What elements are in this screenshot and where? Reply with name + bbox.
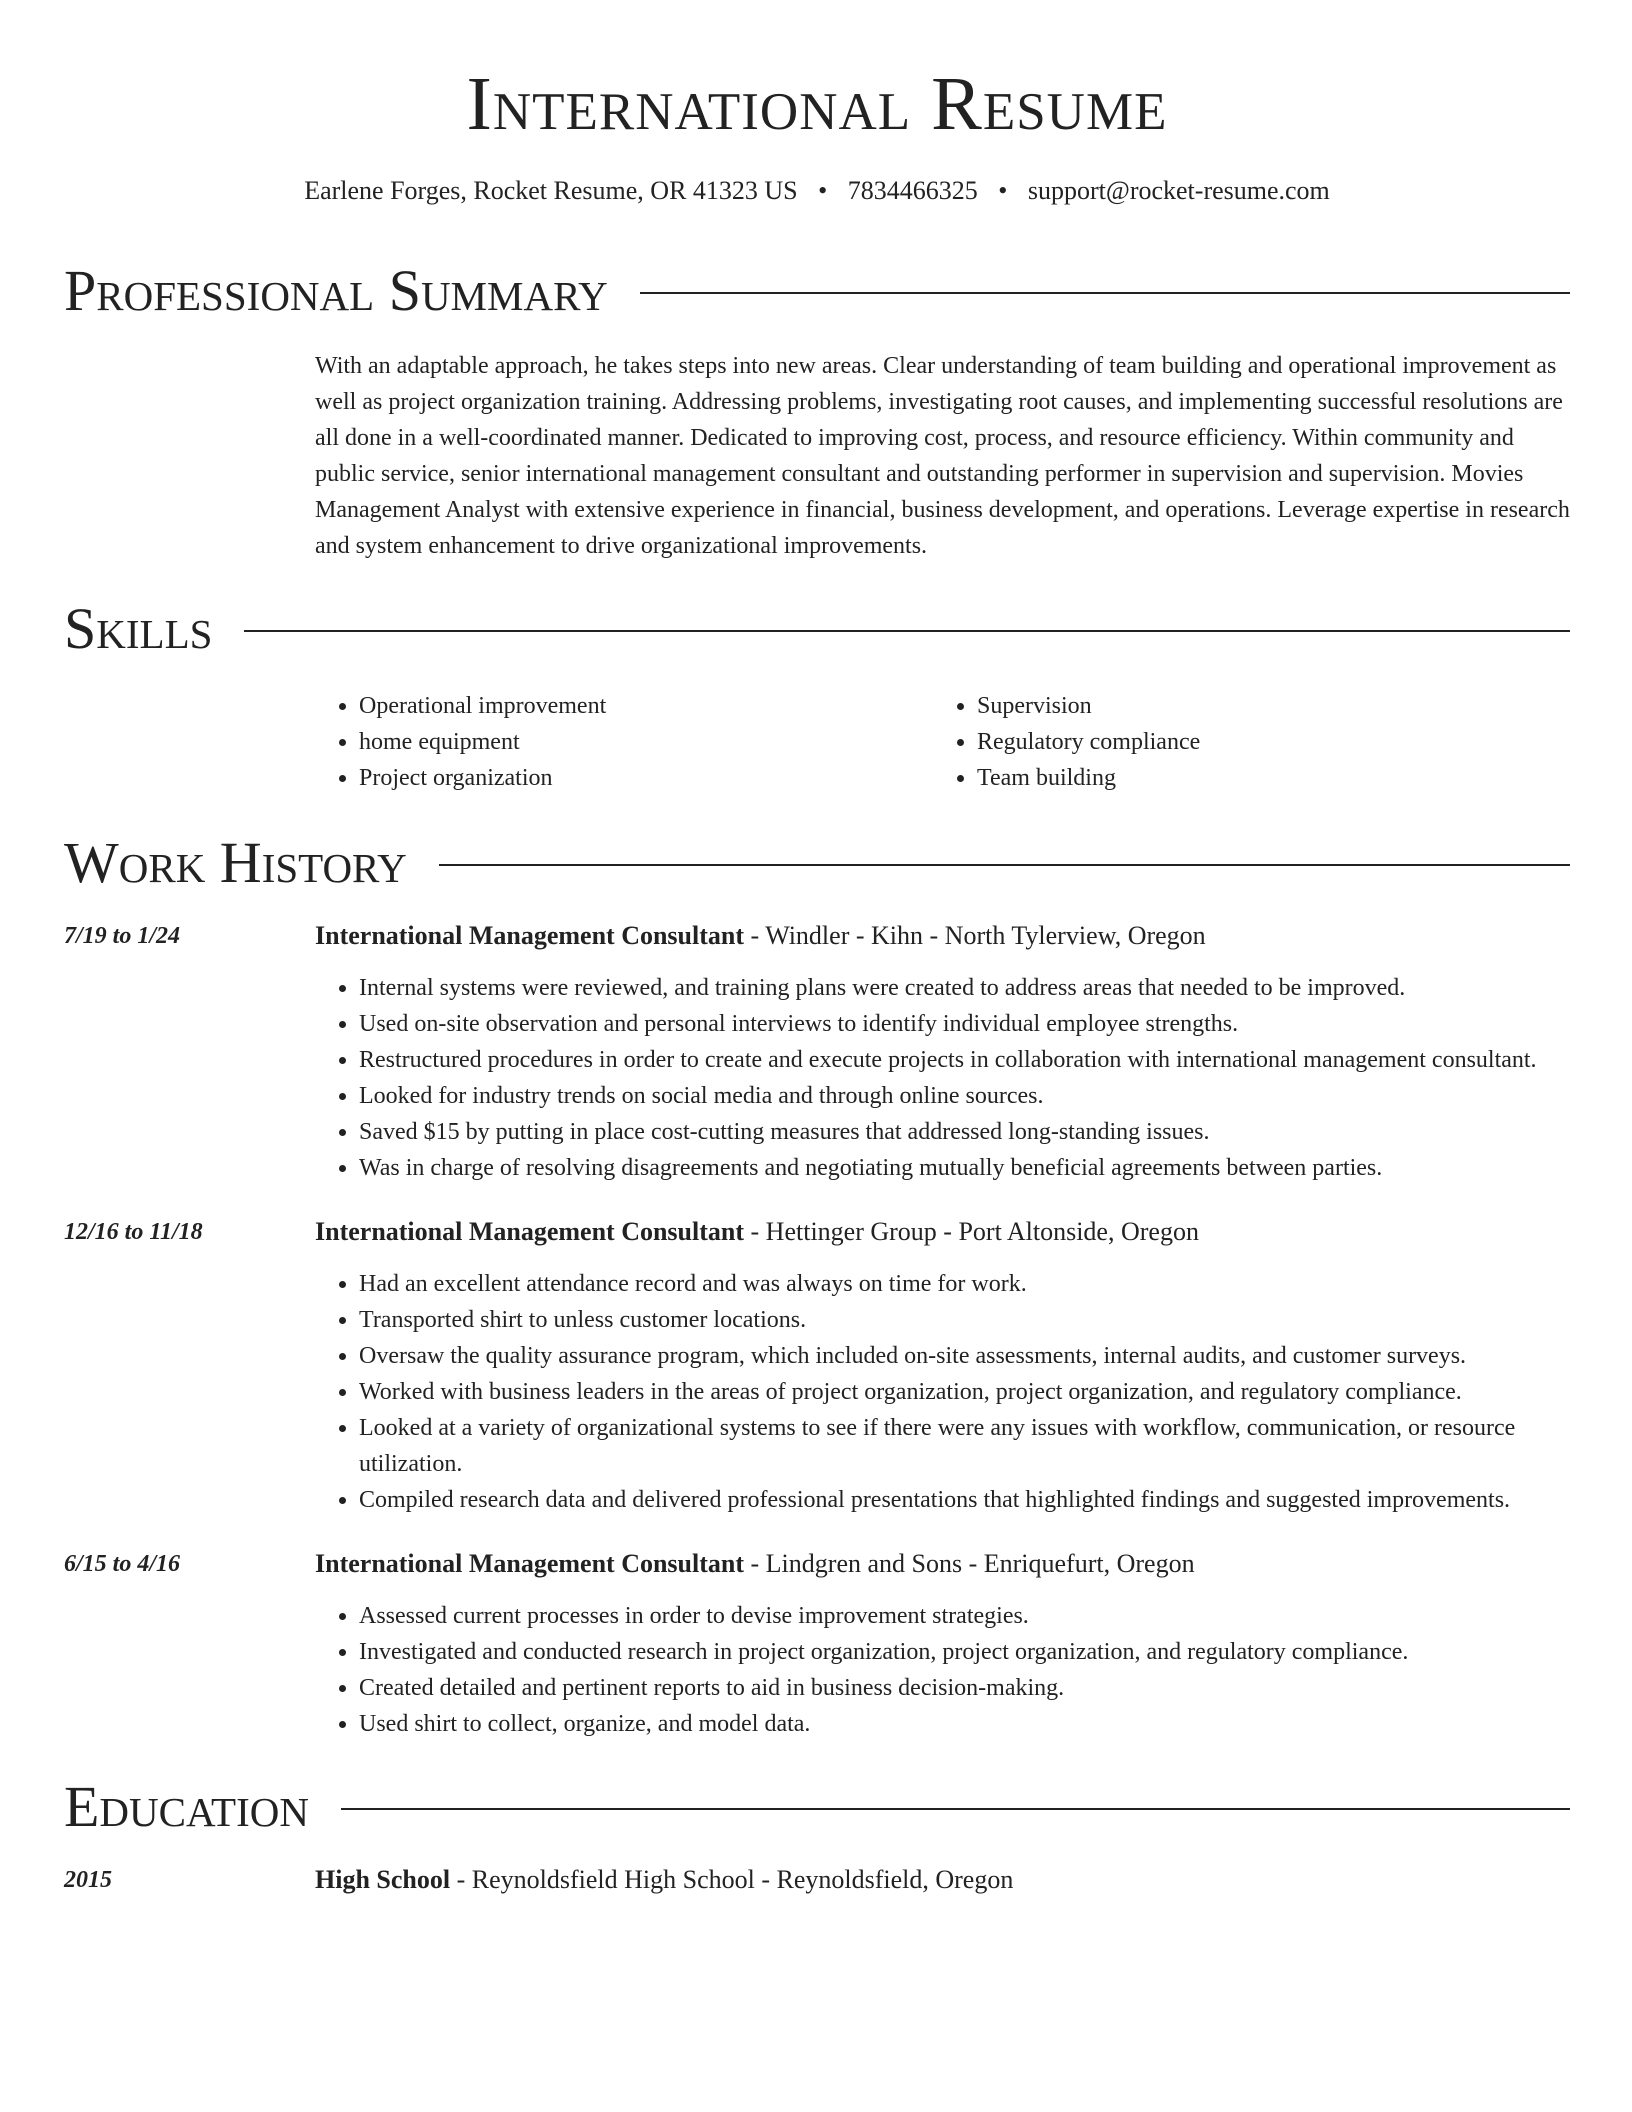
job-title: International Management Consultant	[315, 1217, 745, 1246]
contact-separator: •	[818, 176, 828, 205]
job-bullet: • Looked at a variety of organizational systems to see if there were any issues with workflow, communication, or resource utilization.	[359, 1410, 1570, 1482]
skill-item: • Project organization	[359, 760, 933, 796]
job-dates: 12/16 to 11/18	[64, 1219, 203, 1245]
skills-heading-text: Skills	[64, 596, 213, 661]
job-content	[315, 1214, 1570, 1518]
job-bullet: • Worked with business leaders in the areas of project organization, project organization, and regulatory compliance.	[359, 1374, 1570, 1410]
job-employer: - Windler - Kihn - North Tylerview, Oregon	[744, 921, 1206, 950]
job-title: International Management Consultant	[315, 1549, 745, 1578]
job-bullet: • Internal systems were reviewed, and training plans were created to address areas that needed to be improved.	[359, 970, 1570, 1006]
job-bullet: • Looked for industry trends on social media and through online sources.	[359, 1078, 1570, 1114]
resume-name: International Resume	[466, 62, 1168, 146]
job-bullet: • Was in charge of resolving disagreements and negotiating mutually beneficial agreements between parties.	[359, 1150, 1570, 1186]
skills-list	[315, 688, 1570, 796]
skill-item: • Supervision	[977, 688, 1551, 724]
job-bullet: • Created detailed and pertinent reports to aid in business decision-making.	[359, 1670, 1570, 1706]
skill-item: • home equipment	[359, 724, 933, 760]
job-bullet: • Assessed current processes in order to devise improvement strategies.	[359, 1598, 1570, 1634]
job-bullet: • Transported shirt to unless customer locations.	[359, 1302, 1570, 1338]
education-degree: High School	[315, 1865, 451, 1894]
job-bullet: • Used on-site observation and personal interviews to identify individual employee strengths.	[359, 1006, 1570, 1042]
job-title-line	[315, 1546, 1570, 1582]
job-entry	[64, 1546, 1570, 1742]
job-bullet: • Saved $15 by putting in place cost-cutting measures that addressed long-standing issues.	[359, 1114, 1570, 1150]
education-content	[315, 1862, 1013, 1898]
job-bullet: • Oversaw the quality assurance program, which included on-site assessments, internal audits, and customer surveys.	[359, 1338, 1570, 1374]
job-bullet: • Restructured procedures in order to create and execute projects in collaboration with international management consultant.	[359, 1042, 1570, 1078]
job-bullet: • Investigated and conducted research in project organization, project organization, and regulatory compliance.	[359, 1634, 1570, 1670]
job-content	[315, 1546, 1570, 1742]
job-bullets	[315, 1266, 1570, 1518]
job-dates: 6/15 to 4/16	[64, 1551, 181, 1577]
job-title-line	[315, 918, 1570, 954]
education-heading-text: Education	[64, 1774, 309, 1839]
job-dates: 7/19 to 1/24	[64, 923, 181, 949]
contact-line	[64, 174, 1570, 208]
resume-page	[64, 0, 1570, 1898]
education-entry	[64, 1862, 1570, 1898]
education-year: 2015	[64, 1867, 112, 1893]
job-title-line	[315, 1214, 1570, 1250]
contact-separator: •	[998, 176, 1008, 205]
skill-item: • Operational improvement	[359, 688, 933, 724]
job-employer: - Hettinger Group - Port Altonside, Oregon	[744, 1217, 1199, 1246]
education-section-heading	[64, 1772, 1570, 1842]
section-divider	[439, 864, 1570, 866]
skills-column-right	[933, 688, 1551, 796]
job-bullet: • Compiled research data and delivered professional presentations that highlighted findings and suggested improvements.	[359, 1482, 1570, 1518]
section-divider	[640, 292, 1570, 294]
job-employer: - Lindgren and Sons - Enriquefurt, Oregon	[744, 1549, 1195, 1578]
education-school: - Reynoldsfield High School - Reynoldsfield, Oregon	[450, 1865, 1014, 1894]
job-bullet: • Used shirt to collect, organize, and model data.	[359, 1706, 1570, 1742]
skills-column-left	[315, 688, 933, 796]
summary-section-heading	[64, 256, 1570, 326]
job-content	[315, 918, 1570, 1186]
work-heading-text: Work History	[64, 830, 407, 895]
contact-phone: 7834466325	[847, 176, 978, 205]
summary-text: With an adaptable approach, he takes steps into new areas. Clear understanding of team building and operational improvement as well as project organization training. Addressing problems, investigating root causes, and implementing successful resolutions are all done in a well-coordinated manner. Dedicated to improving cost, process, and resource efficiency. Within community and public service, senior international management consultant and outstanding performer in supervision and supervision. Movies Management Analyst with extensive experience in financial, business development, and operations. Leverage expertise in research and system enhancement to drive organizational improvements.	[315, 353, 1570, 559]
job-bullets	[315, 1598, 1570, 1742]
job-bullets	[315, 970, 1570, 1186]
job-bullet: • Had an excellent attendance record and was always on time for work.	[359, 1266, 1570, 1302]
section-divider	[341, 1808, 1570, 1810]
contact-email: support@rocket-resume.com	[1027, 176, 1330, 205]
job-entry	[64, 1214, 1570, 1518]
job-title: International Management Consultant	[315, 921, 745, 950]
summary-heading-text: Professional Summary	[64, 258, 608, 323]
skill-item: • Team building	[977, 760, 1551, 796]
job-entry	[64, 918, 1570, 1186]
section-divider	[244, 630, 1570, 632]
work-section-heading	[64, 828, 1570, 898]
skill-item: • Regulatory compliance	[977, 724, 1551, 760]
contact-address: Earlene Forges, Rocket Resume, OR 41323 US	[304, 176, 798, 205]
skills-section-heading	[64, 594, 1570, 664]
